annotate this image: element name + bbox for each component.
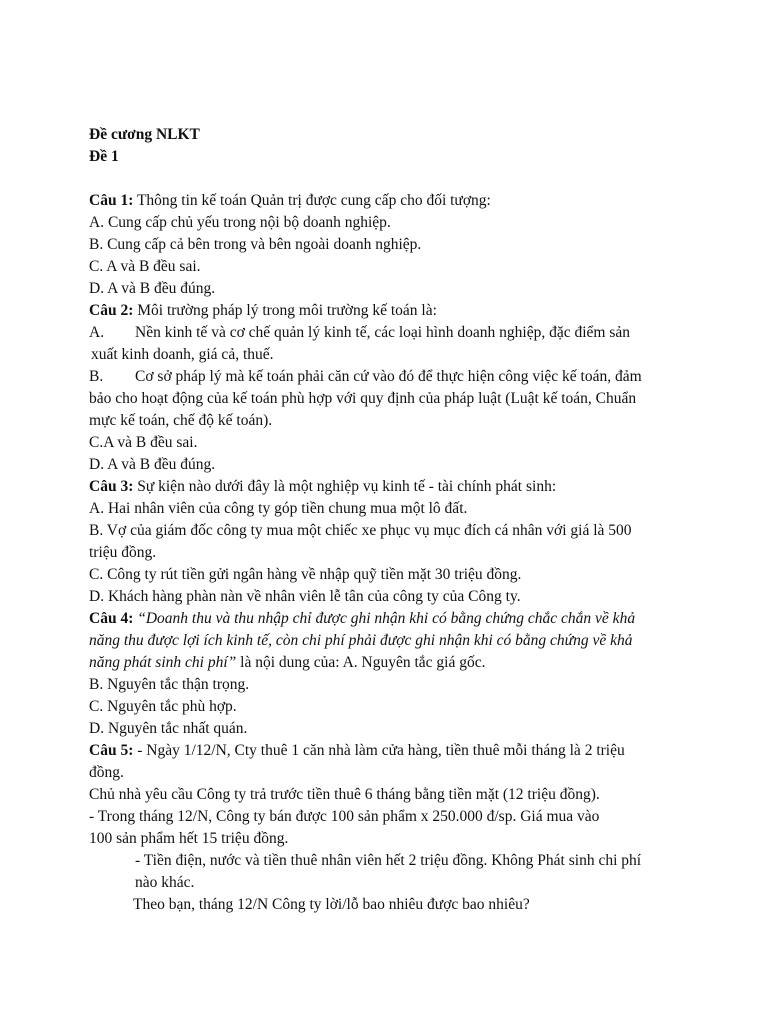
- question-5-line-6: - Tiền điện, nước và tiền thuê nhân viên hết 2 triệu đồng. Không Phát sinh chi phí: [135, 852, 642, 869]
- question-5-line-3: Chủ nhà yêu cầu Công ty trả trước tiền thuê 6 tháng bằng tiền mặt (12 triệu đồng).: [89, 786, 600, 803]
- document-page: [89, 124, 689, 916]
- question-1-option-a: A. Cung cấp chủ yếu trong nội bộ doanh nghiệp.: [89, 214, 391, 231]
- question-4-quote-3-line: [89, 652, 689, 674]
- question-5: [89, 740, 689, 762]
- question-1: [89, 190, 689, 212]
- question-5-line-5: 100 sản phẩm hết 15 triệu đồng.: [89, 830, 289, 847]
- question-2-option-d: D. A và B đều đúng.: [89, 456, 216, 473]
- question-3-option-b-cont: triệu đồng.: [89, 544, 157, 561]
- question-5-line-2: đồng.: [89, 764, 124, 781]
- question-3-option-a: A. Hai nhân viên của công ty góp tiền chung mua một lô đất.: [89, 500, 468, 517]
- question-2-option-b-letter: B.: [89, 368, 104, 385]
- question-4-option-b: B. Nguyên tắc thận trọng.: [89, 676, 250, 693]
- document-title: Đề cương NLKT: [89, 126, 200, 143]
- spacer: [89, 168, 689, 190]
- question-2-option-a-cont: xuất kinh doanh, giá cả, thuế.: [91, 346, 274, 363]
- question-2-option-b-text: Cơ sở pháp lý mà kế toán phải căn cứ vào đó để thực hiện công việc kế toán, đảm: [135, 368, 642, 385]
- question-3-option-b: B. Vợ của giám đốc công ty mua một chiếc xe phục vụ mục đích cá nhân với giá là 500: [89, 522, 632, 539]
- question-4-tail: là nội dung của: A. Nguyên tắc giá gốc.: [236, 654, 486, 671]
- question-2-label: Câu 2:: [89, 302, 134, 319]
- question-2-option-b-cont-1: bảo cho hoạt động của kế toán phù hợp với quy định của pháp luật (Luật kế toán, Chuẩn: [89, 390, 637, 407]
- question-3-text: Sự kiện nào dưới đây là một nghiệp vụ kinh tế - tài chính phát sinh:: [133, 478, 557, 495]
- question-5-line-4: - Trong tháng 12/N, Công ty bán được 100 sản phẩm x 250.000 đ/sp. Giá mua vào: [89, 808, 600, 825]
- question-2-text: Môi trường pháp lý trong môi trường kế toán là:: [133, 302, 437, 319]
- question-4-label: Câu 4:: [89, 610, 134, 627]
- question-4-quote-1: “Doanh thu và thu nhập chỉ được ghi nhận khi có bằng chứng chắc chắn về khả: [133, 610, 636, 627]
- question-4-option-d: D. Nguyên tắc nhất quán.: [89, 720, 248, 737]
- question-3: [89, 476, 689, 498]
- question-3-option-c: C. Công ty rút tiền gửi ngân hàng về nhập quỹ tiền mặt 30 triệu đồng.: [89, 566, 522, 583]
- question-4-quote-2: năng thu được lợi ích kinh tế, còn chi phí phải được ghi nhận khi có bằng chứng về khả: [89, 632, 633, 649]
- question-4-option-c: C. Nguyên tắc phù hợp.: [89, 698, 237, 715]
- question-2-option-c: C.A và B đều sai.: [89, 434, 198, 451]
- question-2-option-a-text: Nền kinh tế và cơ chế quản lý kinh tế, các loại hình doanh nghiệp, đặc điểm sản: [135, 324, 631, 341]
- question-5-line-8: Theo bạn, tháng 12/N Công ty lời/lỗ bao nhiêu được bao nhiêu?: [133, 896, 530, 913]
- question-1-option-b: B. Cung cấp cả bên trong và bên ngoài doanh nghiệp.: [89, 236, 422, 253]
- question-1-option-c: C. A và B đều sai.: [89, 258, 201, 275]
- question-4: [89, 608, 689, 630]
- question-5-line-7: nào khác.: [135, 874, 195, 891]
- question-2-option-b: [89, 366, 689, 388]
- question-1-option-d: D. A và B đều đúng.: [89, 280, 216, 297]
- question-3-label: Câu 3:: [89, 478, 134, 495]
- question-2: [89, 300, 689, 322]
- question-4-quote-3: năng phát sinh chi phí”: [89, 654, 237, 671]
- question-2-option-b-cont-2: mực kế toán, chế độ kế toán).: [89, 412, 273, 429]
- question-1-text: Thông tin kế toán Quản trị được cung cấp cho đối tượng:: [133, 192, 491, 209]
- question-5-line-1: - Ngày 1/12/N, Cty thuê 1 căn nhà làm cửa hàng, tiền thuê mỗi tháng là 2 triệu: [133, 742, 625, 759]
- question-1-label: Câu 1:: [89, 192, 134, 209]
- question-2-option-a: [89, 322, 689, 344]
- question-5-label: Câu 5:: [89, 742, 134, 759]
- question-3-option-d: D. Khách hàng phàn nàn về nhân viên lễ tân của công ty của Công ty.: [89, 588, 521, 605]
- question-2-option-a-letter: A.: [89, 324, 105, 341]
- document-subtitle: Đề 1: [89, 148, 119, 165]
